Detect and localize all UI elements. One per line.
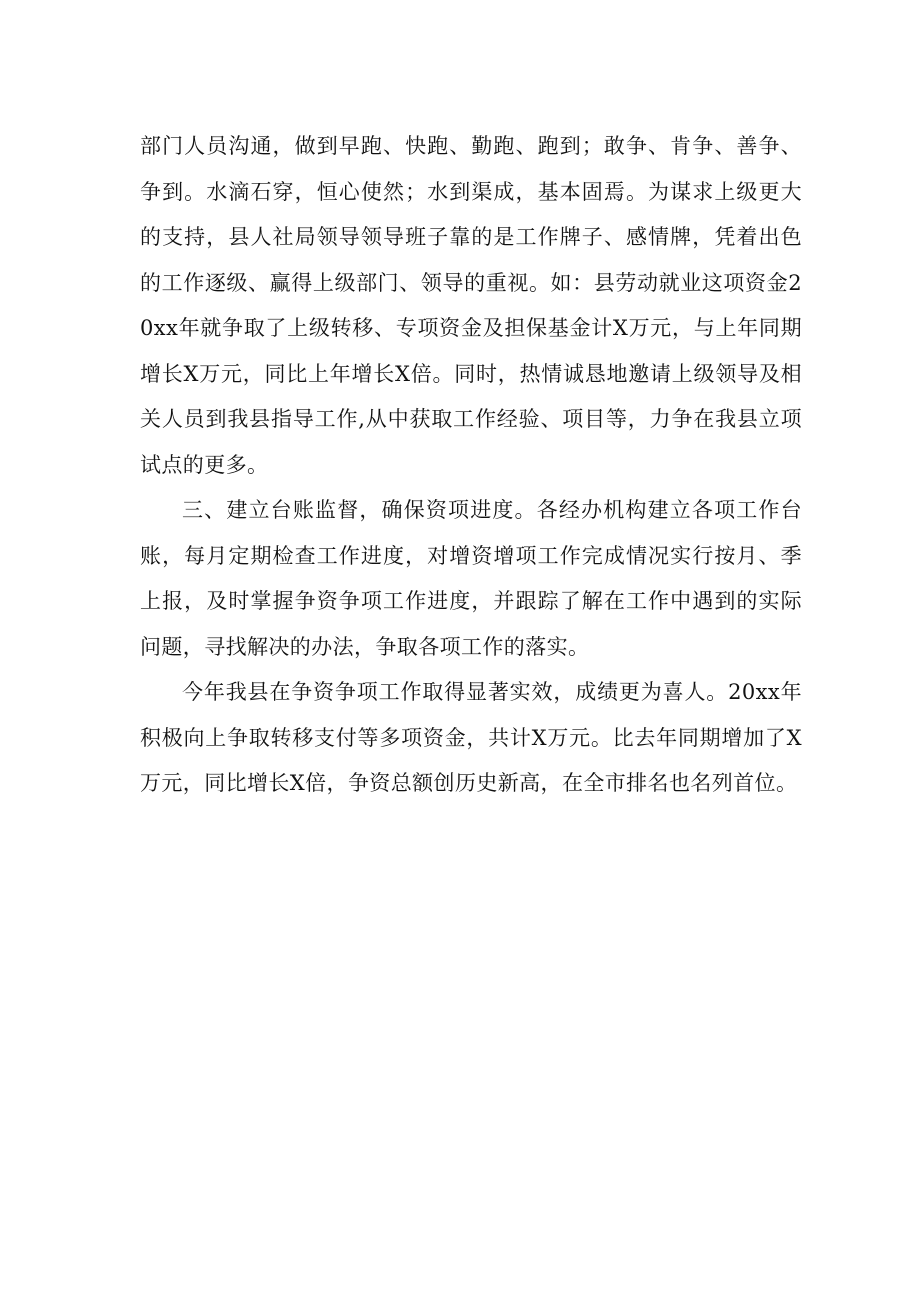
paragraph-2-ledger-supervision: 三、建立台账监督，确保资项进度。各经办机构建立各项工作台账，每月定期检查工作进度，对增资增项工作完成情况实行按月、季上报，及时掌握争资争项工作进度，并跟踪了解在工作中遇到的实际问题，寻找解决的办法，争取各项工作的落实。	[140, 498, 802, 659]
document-body	[140, 124, 802, 807]
paragraph-1-continuation: 部门人员沟通，做到早跑、快跑、勤跑、跑到；敢争、肯争、善争、争到。水滴石穿，恒心使然；水到渠成，基本固焉。为谋求上级更大的支持，县人社局领导领导班子靠的是工作牌子、感情牌，凭着出色的工作逐级、赢得上级部门、领导的重视。如：县劳动就业这项资金20xx年就争取了上级转移、专项资金及担保基金计X万元，与上年同期增长X万元，同比上年增长X倍。同时，热情诚恳地邀请上级领导及相关人员到我县指导工作,从中获取工作经验、项目等，力争在我县立项试点的更多。	[140, 134, 802, 477]
paragraph-3-achievements: 今年我县在争资争项工作取得显著实效，成绩更为喜人。20xx年积极向上争取转移支付等多项资金，共计X万元。比去年同期增加了X万元，同比增长X倍，争资总额创历史新高，在全市排名也名列首位。	[140, 680, 802, 795]
